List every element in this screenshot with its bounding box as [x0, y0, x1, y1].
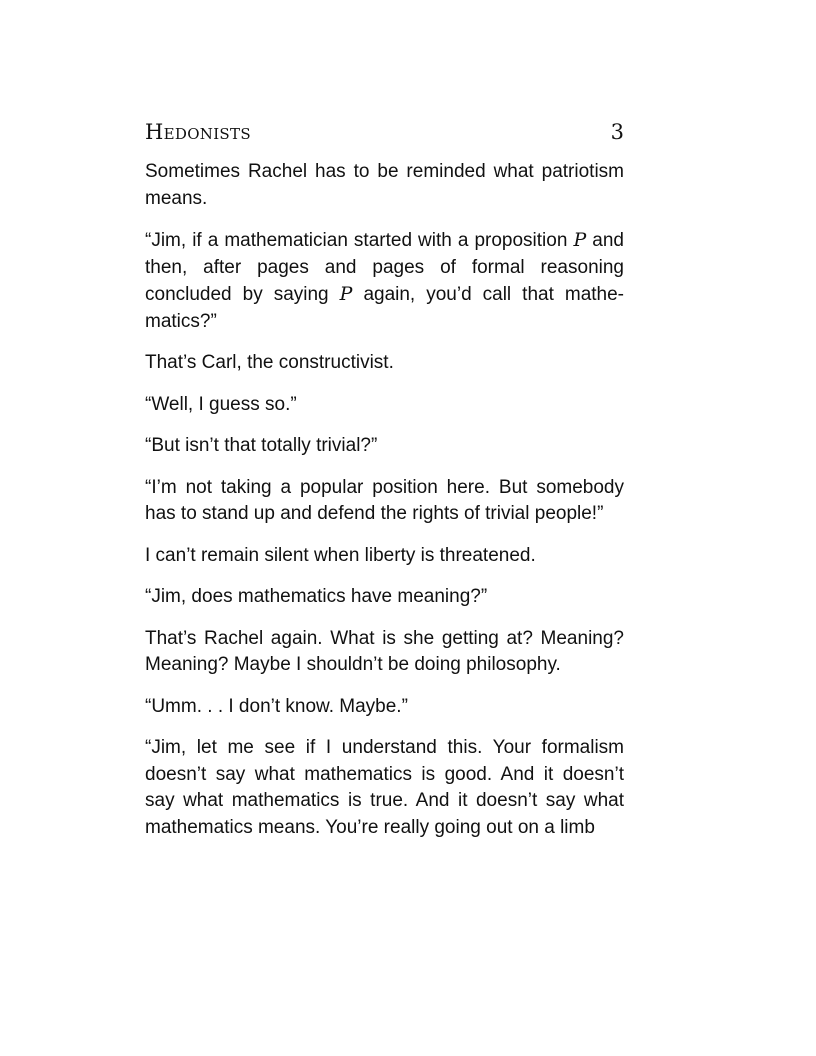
- paragraph: That’s Carl, the constructivist.: [145, 352, 394, 373]
- paragraph-text: “Jim, if a mathematician started with a proposition: [145, 230, 574, 251]
- math-variable: P: [339, 283, 353, 305]
- paragraph: That’s Rachel again. What is she getting at? Meaning? Meaning? Maybe I shouldn’t be doing philosophy.: [145, 627, 624, 675]
- paragraph: “I’m not taking a popular position here. But somebody has to stand up and defend the rights of trivial people!”: [145, 476, 624, 524]
- paragraph: Sometimes Rachel has to be reminded what patriotism means.: [145, 161, 624, 209]
- paragraph: “Jim, does mathematics have meaning?”: [145, 586, 488, 607]
- body-text: [145, 159, 624, 841]
- running-header: [145, 118, 624, 146]
- chapter-title: Hedonists: [145, 120, 251, 144]
- paragraph: I can’t remain silent when liberty is threatened.: [145, 544, 536, 566]
- page-number: 3: [610, 120, 624, 144]
- paragraph: “Umm. . . I don’t know. Maybe.”: [145, 695, 408, 717]
- paragraph: “Jim, let me see if I understand this. Your formalism doesn’t say what mathematics is good. And it doesn’t say what mathematics is true. And it doesn’t say what mathematics means. You’re really going out on a limb: [145, 737, 624, 838]
- paragraph-text: and then, after pages and pages of formal reasoning concluded by saying: [145, 230, 624, 305]
- paragraph: [145, 227, 624, 335]
- paragraph-text: again, you’d call that mathematics?”: [145, 284, 624, 332]
- book-page: [145, 118, 624, 856]
- math-variable: P: [573, 229, 587, 251]
- paragraph: “Well, I guess so.”: [145, 393, 297, 415]
- paragraph: “But isn’t that totally trivial?”: [145, 435, 378, 456]
